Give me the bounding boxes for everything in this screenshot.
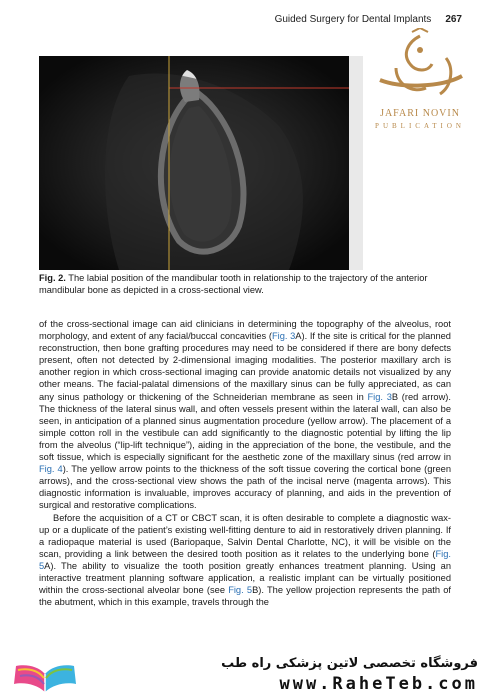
caption-text: The labial position of the mandibular tooth in relationship to the trajectory of the anterior mandibular bone as depicted in a cross-sectional view. — [39, 273, 428, 295]
footer-website-link[interactable]: www.RaheTeb.com — [279, 674, 478, 694]
text-run: B). The yellow projection represents the path of the abutment, which in this example, travels through the — [39, 585, 451, 608]
text-run: ). The yellow arrow points to the thickness of the soft tissue covering the cortical bone (green arrows), and the cross-sectional view shows the path of the incisal nerve (magenta arrows). This diagnostic information is invaluable, improves accuracy of planning, and aids in the prevention of surgical and restorative complications. — [39, 464, 451, 511]
logo-name: JAFARI NOVIN — [380, 108, 460, 119]
text-run: of the cross-sectional image can aid clinicians in determining the topography of the alveolus, root morphology, and extent of any facial/buccal concavities ( — [39, 319, 451, 342]
caption-label: Fig. 2. — [39, 273, 66, 283]
logo-subtitle: PUBLICATION — [375, 122, 465, 130]
running-head — [275, 14, 462, 25]
paragraph-1 — [39, 318, 451, 512]
paragraph-2 — [39, 512, 451, 609]
figure-ref-link[interactable]: Fig. 5 — [39, 548, 451, 571]
footer-persian-text: فروشگاه تخصصی لاتین پزشکی راه طب — [221, 656, 478, 671]
text-run: A). If the site is critical for the planned reconstruction, then bone grafting procedures may need to be considered if there are bony defects present, often not detected by 2-dimensional imaging modalities. The posterior maxillary arch is another region in which cross-sectional imaging can provide anatomic details not visualized by any other means. The facial-palatal dimensions of the maxillary sinus can be fully appreciated, as can any sinus pathology or thickening of the Schneiderian membrane as seen in — [39, 331, 451, 402]
figure-ref-link[interactable]: Fig. 3 — [367, 391, 392, 402]
text-run: Before the acquisition of a CT or CBCT scan, it is often desirable to complete a diagnostic wax-up or a duplicate of the patient’s existing well-fitting denture to aid in restoratively driven planning. If a radiopaque material is used (Bariopaque, Salvin Dental Charlotte, NC), it will be visible on the scan, providing a link between the desired tooth position as it relates to the underlying bone ( — [39, 512, 451, 559]
figure-caption — [39, 272, 451, 296]
ct-cross-section-figure — [39, 56, 349, 270]
publisher-logo — [350, 28, 490, 136]
figure-ref-link[interactable]: Fig. 3 — [271, 331, 296, 342]
site-footer-banner — [0, 646, 500, 700]
body-text — [39, 318, 451, 608]
text-run: A). The ability to visualize the tooth position greatly enhances treatment planning. Using an interactive treatment planning software application, a realistic implant can be virtually positioned within the cross-sectional alveolar bone (see — [39, 560, 451, 596]
calligraphy-icon — [350, 28, 490, 108]
figure-ref-link[interactable]: Fig. 4 — [39, 464, 63, 475]
text-run: B (red arrow). The thickness of the lateral sinus wall, and often vessels present within the lateral wall, can also be seen, in anticipation of a planned sinus augmentation procedure (yellow arrow). The placement of a simple cotton roll in the vestibule can add significantly to the diagnostic potential by lifting the lip from the alveolus (“lip-lift technique”), aiding in the appreciation of the bone, the vestibule, and the soft tissue, which is especially significant for the aesthetic zone of the maxillary sinus (red arrow in — [39, 391, 451, 463]
figure-ref-link[interactable]: Fig. 5 — [228, 585, 253, 596]
open-book-icon — [10, 656, 80, 696]
ct-image — [39, 56, 349, 270]
page-number: 267 — [445, 14, 462, 25]
running-title: Guided Surgery for Dental Implants — [274, 14, 432, 25]
